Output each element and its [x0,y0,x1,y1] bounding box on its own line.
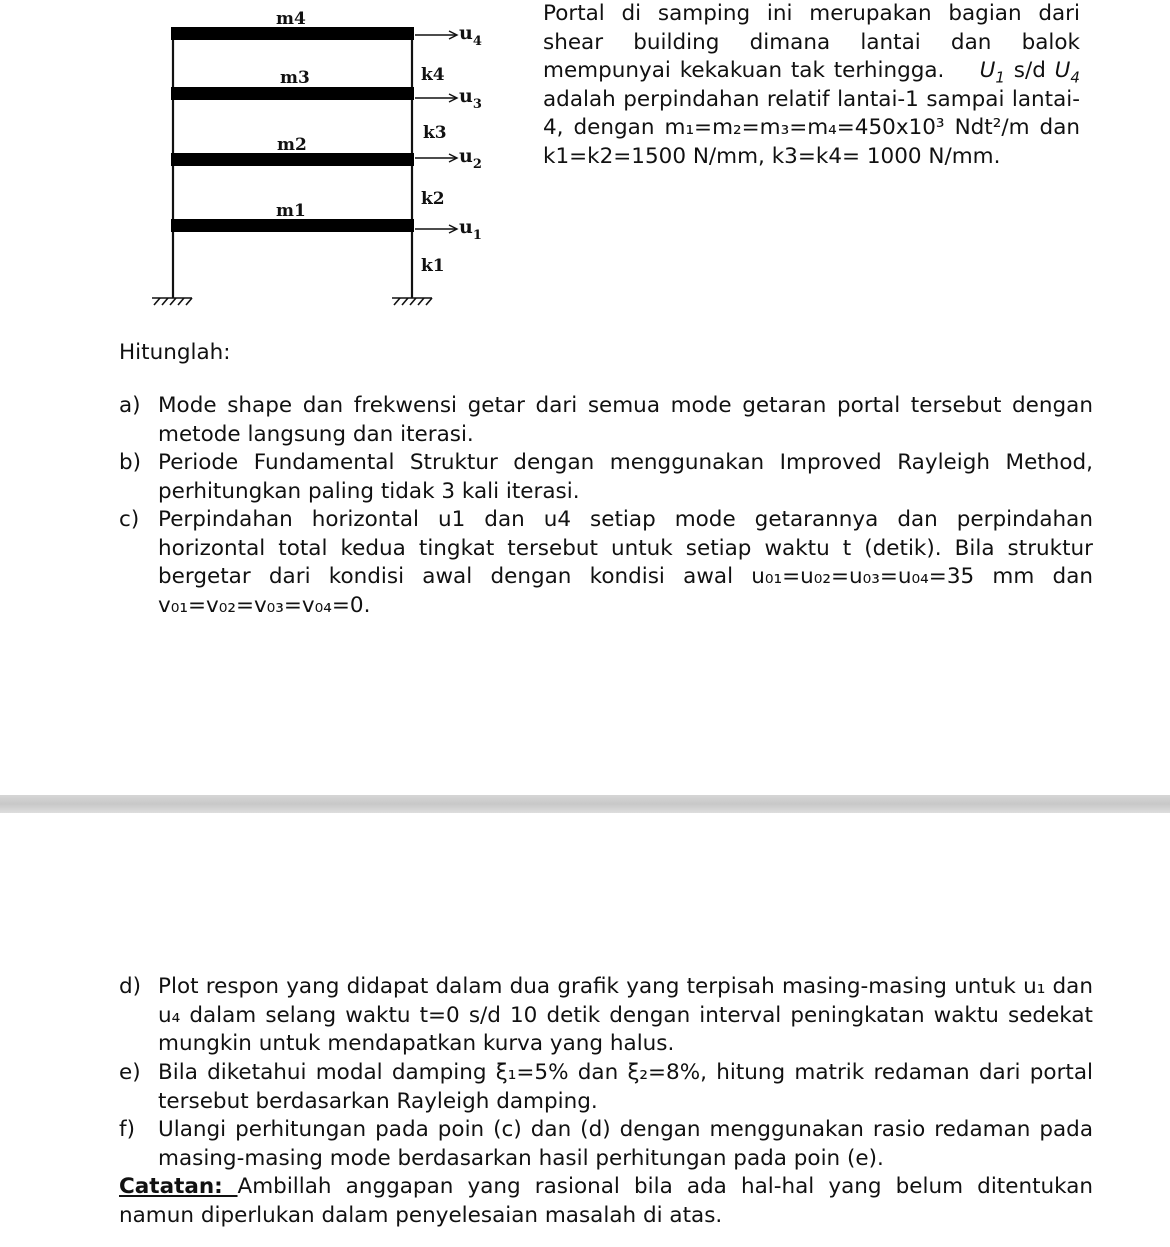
spring-label-k3: k3 [423,123,447,143]
question-text: Perpindahan horizontal u1 dan u4 setiap mode getarannya dan perpindahan horizontal total kedua tingkat tersebut untuk setiap waktu t (detik). Bila struktur bergetar dari kondisi awal dengan kondisi awal u₀₁=u₀₂=u₀₃=u₀₄=35 mm dan v₀₁=v₀₂=v₀₃=v₀₄=0. [158,507,1093,618]
intro-part1: Portal di samping ini merupakan bagian dari shear building dimana lantai dan balok mempunyai kekakuan tak terhingga. [543,1,1080,84]
disp-label-u1: $u_1$ [459,216,482,243]
note-paragraph [119,1173,1093,1230]
question-c [119,506,1093,620]
question-text: Plot respon yang didapat dalam dua grafik yang terpisah masing-masing untuk u₁ dan u₄ dalam selang waktu t=0 s/d 10 detik dengan interval peningkatan waktu sedekat mungkin untuk mendapatkan kurva yang halus. [158,974,1093,1057]
right-support-hatch [392,298,432,305]
intro-u4: $U_4$ [1054,58,1080,87]
disp-label-u4: $u_4$ [459,22,482,49]
question-text: Mode shape dan frekwensi getar dari semua mode getaran portal tersebut dengan metode langsung dan iterasi. [158,393,1093,447]
spring-label-k2: k2 [421,189,445,209]
question-b [119,449,1093,506]
beam-floor-3 [171,87,414,100]
mass-label-m2: m2 [277,135,307,155]
spring-label-k1: k1 [421,256,445,276]
question-label: b) [119,450,142,475]
hitunglah-heading: Hitunglah: [119,340,231,365]
intro-part2: adalah perpindahan relatif lantai-1 sampai lantai-4, dengan m₁=m₂=m₃=m₄=450x10³ Ndt²/m dan k1=k2=1500 N/mm, k3=k4= 1000 N/mm. [543,86,1080,169]
question-label: f) [119,1117,135,1142]
disp-label-u2: $u_2$ [459,145,482,172]
question-text: Periode Fundamental Struktur dengan menggunakan Improved Rayleigh Method, perhitungkan paling tidak 3 kali iterasi. [158,450,1093,504]
mass-label-m4: m4 [276,9,306,29]
question-text: Bila diketahui modal damping ξ₁=5% dan ξ₂=8%, hitung matrik redaman dari portal tersebut berdasarkan Rayleigh damping. [158,1060,1093,1114]
shear-building-figure [140,0,510,315]
question-label: d) [119,974,142,999]
intro-u1: $U_1$ [979,58,1005,87]
spring-label-k4: k4 [421,65,445,85]
question-text: Ulangi perhitungan pada poin (c) dan (d) dengan menggunakan rasio redaman pada masing-masing mode berdasarkan hasil perhitungan pada poin (e). [158,1117,1093,1171]
mass-label-m3: m3 [280,68,310,88]
note-label: Catatan: [119,1174,238,1199]
question-label: c) [119,507,140,532]
question-f [119,1116,1093,1173]
note-text: Ambillah anggapan yang rasional bila ada hal-hal yang belum ditentukan namun diperlukan dalam penyelesaian masalah di atas. [119,1174,1094,1228]
mass-label-m1: m1 [276,201,306,221]
intro-paragraph [543,0,1080,172]
left-support-hatch [152,298,192,305]
intro-sd: s/d [1004,58,1055,84]
question-e [119,1059,1093,1116]
page-separator [0,795,1170,813]
disp-label-u3: $u_3$ [459,85,482,112]
question-d [119,973,1093,1059]
question-label: a) [119,393,141,418]
question-label: e) [119,1060,141,1085]
question-a [119,392,1093,449]
